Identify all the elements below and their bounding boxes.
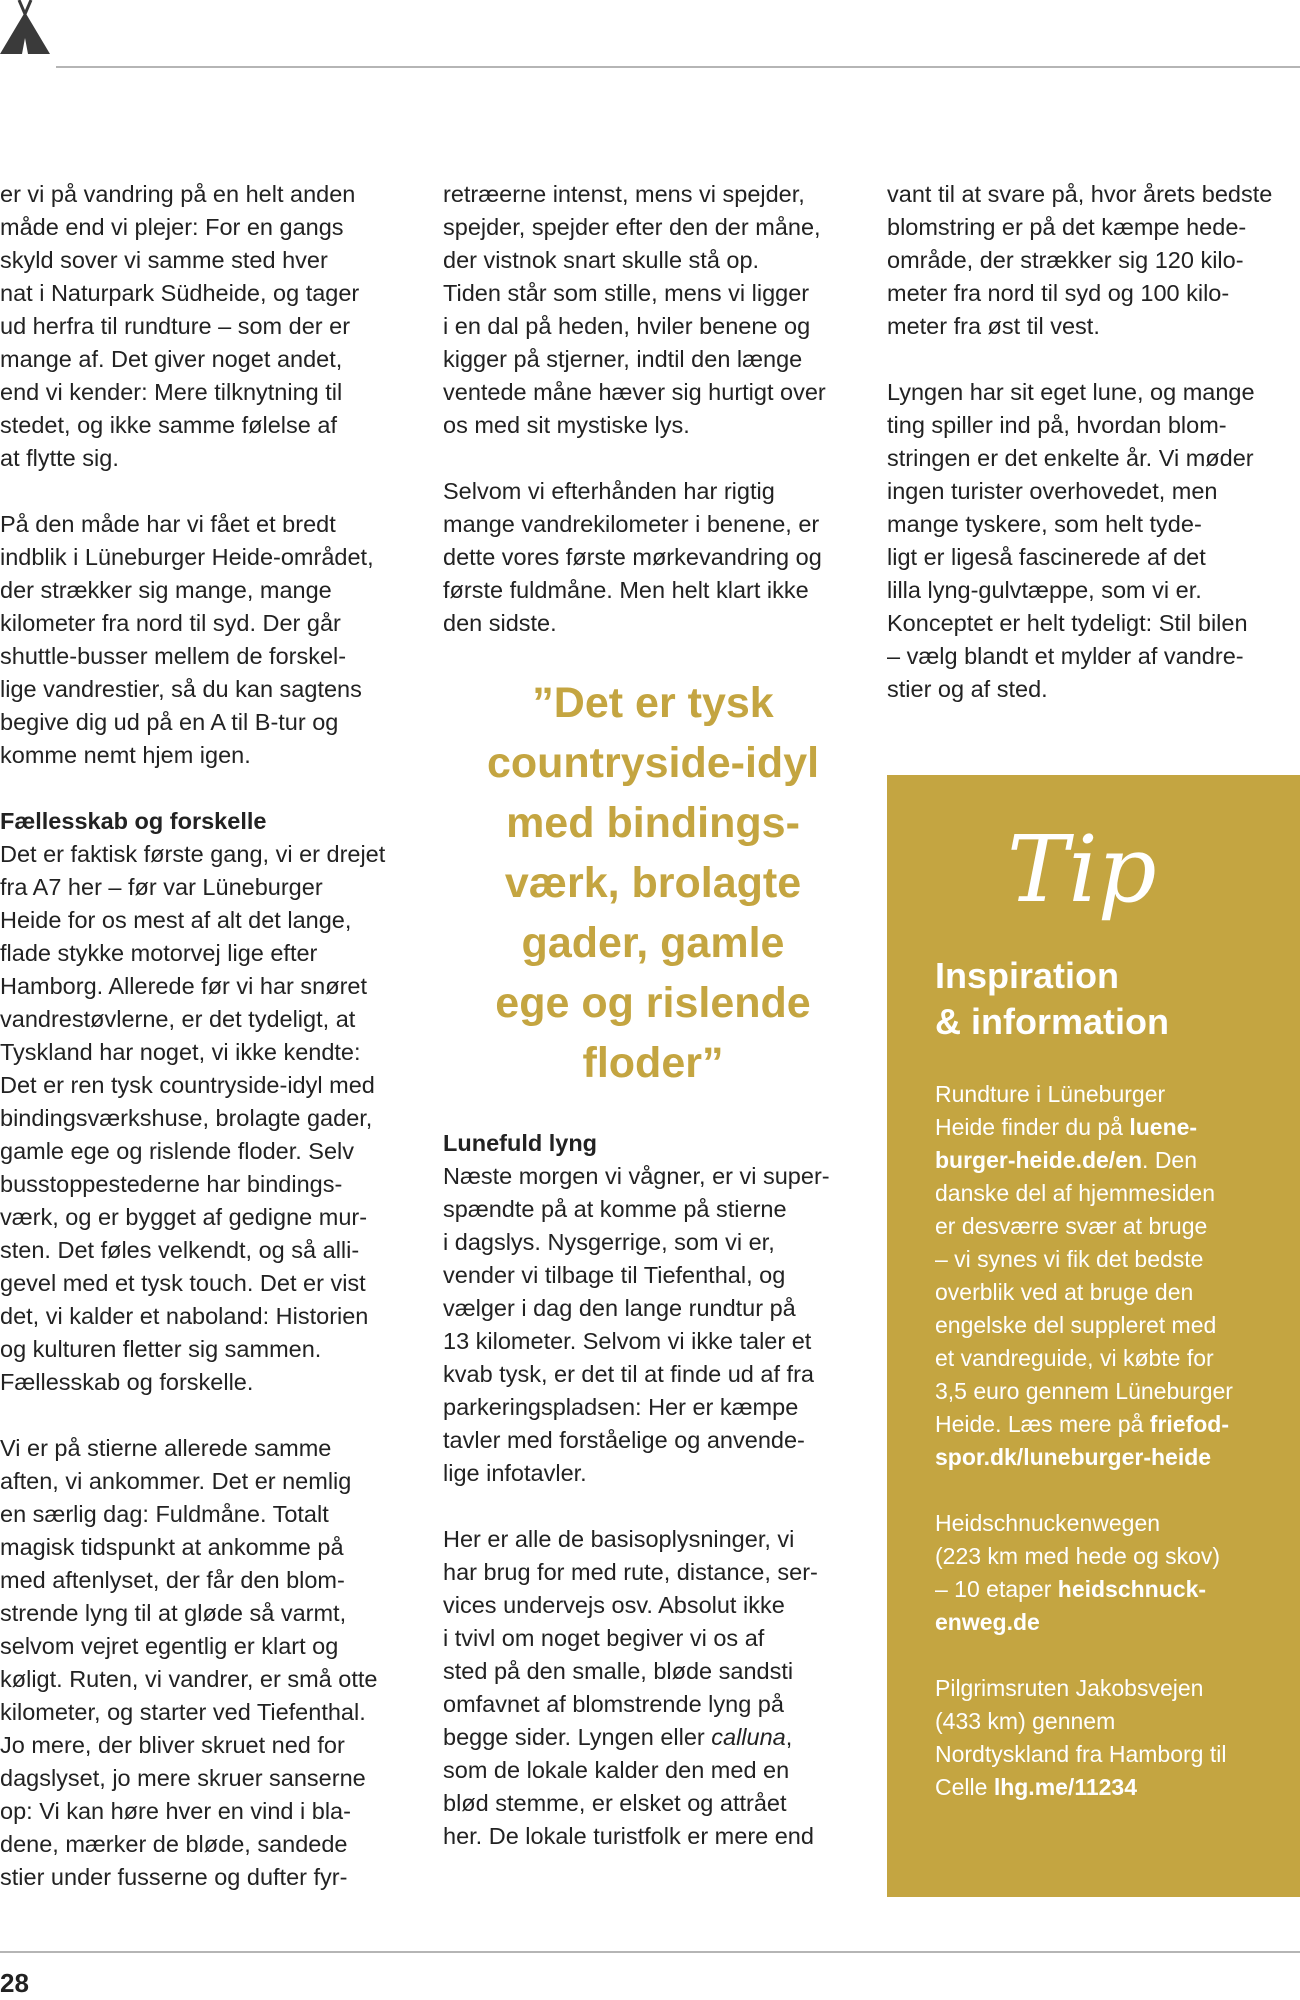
text-line: [443, 1721, 863, 1754]
text-line: spejder, spejder efter den der måne,: [443, 214, 821, 240]
link-text[interactable]: enweg.de: [935, 1609, 1040, 1635]
footer-divider: [0, 1951, 1300, 1953]
text-line: blød stemme, er elsket og attrået: [443, 1790, 787, 1816]
text-line: dene, mærker de bløde, sandede: [0, 1831, 348, 1857]
text-line: sted på den smalle, bløde sandsti: [443, 1658, 794, 1684]
text-line: nat i Naturpark Südheide, og tager: [0, 280, 360, 306]
text-line: strende lyng til at gløde så varmt,: [0, 1600, 347, 1626]
text-line: Heidschnuckenwegen: [935, 1510, 1161, 1536]
tent-logo-icon: [0, 0, 50, 56]
text-line: den sidste.: [443, 610, 557, 636]
text-line: flade stykke motorvej lige efter: [0, 940, 318, 966]
link-text[interactable]: spor.dk/luneburger-heide: [935, 1444, 1212, 1470]
text-line: Næste morgen vi vågner, er vi super-: [443, 1163, 830, 1189]
text-line: dagslyset, jo mere skruer sanserne: [0, 1765, 366, 1791]
text-run: – 10 etaper: [935, 1576, 1058, 1602]
text-run: Heide finder du på: [935, 1114, 1130, 1140]
section-heading: Fællesskab og forskelle: [0, 808, 267, 834]
text-line: i tvivl om noget begiver vi os af: [443, 1625, 765, 1651]
text-line: Det er faktisk første gang, vi er drejet: [0, 841, 386, 867]
tip-paragraph: [935, 1672, 1233, 1804]
text-line: lilla lyng-gulvtæppe, som vi er.: [887, 577, 1202, 603]
text-line: aften, vi ankommer. Det er nemlig: [0, 1468, 352, 1494]
text-line: (223 km med hede og skov): [935, 1543, 1221, 1569]
text-line: Her er alle de basisoplysninger, vi: [443, 1526, 795, 1552]
link-text[interactable]: heidschnuck-: [1057, 1576, 1207, 1602]
text-line: spændte på at komme på stierne: [443, 1196, 787, 1222]
paragraph: [887, 376, 1300, 706]
text-line: countryside-idyl: [486, 739, 820, 787]
text-line: indblik i Lüneburger Heide-området,: [0, 544, 374, 570]
text-line: shuttle-busser mellem de forskel-: [0, 643, 347, 669]
text-line: end vi kender: Mere tilknytning til: [0, 379, 343, 405]
text-line: ventede måne hæver sig hurtigt over: [443, 379, 826, 405]
text-line: Lyngen har sit eget lune, og mange: [887, 379, 1255, 405]
article-column-2: [443, 178, 863, 1886]
text-line: ”Det er tysk: [532, 679, 774, 727]
text-line: skyld sover vi samme sted hver: [0, 247, 328, 273]
text-line: Tiden står som stille, mens vi ligger: [443, 280, 810, 306]
text-line: ligt er ligeså fascinerede af det: [887, 544, 1206, 570]
text-line: og kulturen fletter sig sammen.: [0, 1336, 322, 1362]
text-line: [935, 1606, 1233, 1639]
page-number: 28: [0, 1968, 29, 1998]
text-line: retræerne intenst, mens vi spejder,: [443, 181, 805, 207]
text-run: . Den: [1142, 1147, 1198, 1173]
text-line: vender vi tilbage til Tiefenthal, og: [443, 1262, 786, 1288]
text-line: værk, brolagte: [504, 859, 802, 907]
text-line: måde end vi plejer: For en gangs: [0, 214, 344, 240]
text-line: – vi synes vi fik det bedste: [935, 1246, 1204, 1272]
text-line: (433 km) gennem: [935, 1708, 1116, 1734]
text-line: floder”: [582, 1039, 724, 1087]
text-line: Fællesskab og forskelle.: [0, 1369, 254, 1395]
text-line: mange af. Det giver noget andet,: [0, 346, 343, 372]
paragraph: [0, 838, 420, 1399]
text-line: kigger på stjerner, indtil den længe: [443, 346, 803, 372]
italic-term: calluna: [711, 1724, 786, 1750]
paragraph-lines: [443, 1523, 863, 1721]
text-line: Konceptet er helt tydeligt: Stil bilen: [887, 610, 1248, 636]
text-line: gamle ege og rislende floder. Selv: [0, 1138, 355, 1164]
paragraph-lines: [443, 1754, 863, 1853]
text-line: [935, 1408, 1233, 1441]
text-line: er vi på vandring på en helt anden: [0, 181, 356, 207]
text-line: i dagslys. Nysgerrige, som vi er,: [443, 1229, 775, 1255]
link-text[interactable]: friefod-: [1149, 1411, 1229, 1437]
text-line: stier under fusserne og dufter fyr-: [0, 1864, 348, 1890]
text-line: stier og af sted.: [887, 676, 1048, 702]
paragraph: [443, 1160, 863, 1490]
paragraph: [443, 475, 863, 640]
text-line: bindingsværkshuse, brolagte gader,: [0, 1105, 373, 1131]
text-line: der vistnok snart skulle stå op.: [443, 247, 760, 273]
text-line: mange vandrekilometer i benene, er: [443, 511, 820, 537]
text-line: ud herfra til rundture – som der er: [0, 313, 351, 339]
text-line: omfavnet af blomstrende lyng på: [443, 1691, 784, 1717]
paragraph: [0, 508, 420, 772]
text-line: lige vandrestier, så du kan sagtens: [0, 676, 362, 702]
text-line: kilometer, og starter ved Tiefenthal.: [0, 1699, 366, 1725]
text-line: [935, 1441, 1233, 1474]
text-line: der strækker sig mange, mange: [0, 577, 332, 603]
text-line: lige infotavler.: [443, 1460, 587, 1486]
text-line: selvom vejret egentlig er klart og: [0, 1633, 339, 1659]
tip-body: [935, 1078, 1233, 1837]
tip-box: [887, 775, 1300, 1897]
text-line: kvab tysk, er det til at finde ud af fra: [443, 1361, 814, 1387]
text-line: i en dal på heden, hviler benene og: [443, 313, 811, 339]
text-line: et vandreguide, vi købte for: [935, 1345, 1214, 1371]
text-line: Selvom vi efterhånden har rigtig: [443, 478, 775, 504]
paragraph: [0, 178, 420, 475]
text-line: Tyskland har noget, vi ikke kendte:: [0, 1039, 361, 1065]
text-line: som de lokale kalder den med en: [443, 1757, 790, 1783]
tip-paragraph: [935, 1078, 1233, 1474]
text-line: med bindings-: [506, 799, 800, 847]
text-line: Jo mere, der bliver skruet ned for: [0, 1732, 345, 1758]
paragraph: [887, 178, 1300, 343]
text-line: magisk tidspunkt at ankomme på: [0, 1534, 344, 1560]
paragraph: [0, 1432, 420, 1894]
text-run: Celle: [935, 1774, 994, 1800]
text-line: komme nemt hjem igen.: [0, 742, 251, 768]
text-line: Nordtyskland fra Hamborg til: [935, 1741, 1227, 1767]
text-line: er desværre svær at bruge: [935, 1213, 1208, 1239]
text-line: sten. Det føles velkendt, og så alli-: [0, 1237, 360, 1263]
text-run: ,: [785, 1724, 793, 1750]
text-line: engelske del suppleret med: [935, 1312, 1217, 1338]
header-divider: [56, 66, 1300, 68]
text-line: dette vores første mørkevandring og: [443, 544, 822, 570]
text-line: [935, 1771, 1233, 1804]
text-line: 3,5 euro gennem Lüneburger: [935, 1378, 1233, 1404]
text-line: værk, og er bygget af gedigne mur-: [0, 1204, 368, 1230]
text-line: at flytte sig.: [0, 445, 119, 471]
text-run: Heide. Læs mere på: [935, 1411, 1150, 1437]
text-line: har brug for med rute, distance, ser-: [443, 1559, 818, 1585]
text-line: ting spiller ind på, hvordan blom-: [887, 412, 1227, 438]
tip-paragraph: [935, 1507, 1233, 1639]
text-line: meter fra nord til syd og 100 kilo-: [887, 280, 1230, 306]
text-line: Inspiration: [935, 955, 1120, 996]
text-line: Hamborg. Allerede før vi har snøret: [0, 973, 367, 999]
text-line: gader, gamle: [521, 919, 785, 967]
text-line: vant til at svare på, hvor årets bedste: [887, 181, 1273, 207]
text-line: begive dig ud på en A til B-tur og: [0, 709, 339, 735]
text-line: en særlig dag: Fuldmåne. Totalt: [0, 1501, 329, 1527]
text-line: meter fra øst til vest.: [887, 313, 1100, 339]
text-line: vælger i dag den lange rundtur på: [443, 1295, 796, 1321]
text-line: køligt. Ruten, vi vandrer, er små otte: [0, 1666, 378, 1692]
paragraph: [443, 1523, 863, 1853]
text-line: [935, 1573, 1233, 1606]
link-text[interactable]: lhg.me/11234: [993, 1774, 1138, 1800]
text-line: os med sit mystiske lys.: [443, 412, 690, 438]
text-line: danske del af hjemmesiden: [935, 1180, 1215, 1206]
text-line: gevel med et tysk touch. Det er vist: [0, 1270, 366, 1296]
text-line: [935, 1111, 1233, 1144]
text-line: 13 kilometer. Selvom vi ikke taler et: [443, 1328, 812, 1354]
text-line: overblik ved at bruge den: [935, 1279, 1194, 1305]
text-line: op: Vi kan høre hver en vind i bla-: [0, 1798, 351, 1824]
text-line: det, vi kalder et naboland: Historien: [0, 1303, 369, 1329]
text-line: Rundture i Lüneburger: [935, 1081, 1166, 1107]
paragraph: [443, 178, 863, 442]
text-line: Heide for os mest af alt det lange,: [0, 907, 352, 933]
link-text[interactable]: burger-heide.de/en: [935, 1147, 1143, 1173]
pull-quote: [443, 673, 863, 1093]
text-run: begge sider. Lyngen eller: [443, 1724, 712, 1750]
article-column-1: [0, 178, 420, 1927]
text-line: fra A7 her – før var Lüneburger: [0, 874, 323, 900]
text-line: ege og rislende: [495, 979, 811, 1027]
text-line: her. De lokale turistfolk er mere end: [443, 1823, 814, 1849]
text-line: med aftenlyset, der får den blom-: [0, 1567, 345, 1593]
link-text[interactable]: luene-: [1129, 1114, 1198, 1140]
text-line: stringen er det enkelte år. Vi møder: [887, 445, 1254, 471]
text-line: Pilgrimsruten Jakobsvejen: [935, 1675, 1204, 1701]
section-heading: Lunefuld lyng: [443, 1130, 598, 1156]
text-line: kilometer fra nord til syd. Der går: [0, 610, 341, 636]
text-line: parkeringspladsen: Her er kæmpe: [443, 1394, 799, 1420]
tip-script-title: Tip: [1007, 816, 1157, 923]
text-line: busstoppestederne har bindings-: [0, 1171, 343, 1197]
text-line: stedet, og ikke samme følelse af: [0, 412, 337, 438]
text-line: område, der strækker sig 120 kilo-: [887, 247, 1244, 273]
paragraph-lines: [935, 1177, 1233, 1408]
text-line: vandrestøvlerne, er det tydeligt, at: [0, 1006, 356, 1032]
article-column-3: [887, 178, 1300, 739]
text-line: mange tyskere, som helt tyde-: [887, 511, 1202, 537]
text-line: På den måde har vi fået et bredt: [0, 511, 336, 537]
text-line: Vi er på stierne allerede samme: [0, 1435, 332, 1461]
text-line: første fuldmåne. Men helt klart ikke: [443, 577, 809, 603]
text-line: & information: [935, 1001, 1169, 1042]
text-line: vices undervejs osv. Absolut ikke: [443, 1592, 785, 1618]
text-line: tavler med forståelige og anvende-: [443, 1427, 805, 1453]
text-line: – vælg blandt et mylder af vandre-: [887, 643, 1244, 669]
text-line: [935, 1144, 1233, 1177]
text-line: ingen turister overhovedet, men: [887, 478, 1218, 504]
text-line: blomstring er på det kæmpe hede-: [887, 214, 1247, 240]
text-line: Det er ren tysk countryside-idyl med: [0, 1072, 375, 1098]
tip-heading: [935, 953, 1169, 1045]
